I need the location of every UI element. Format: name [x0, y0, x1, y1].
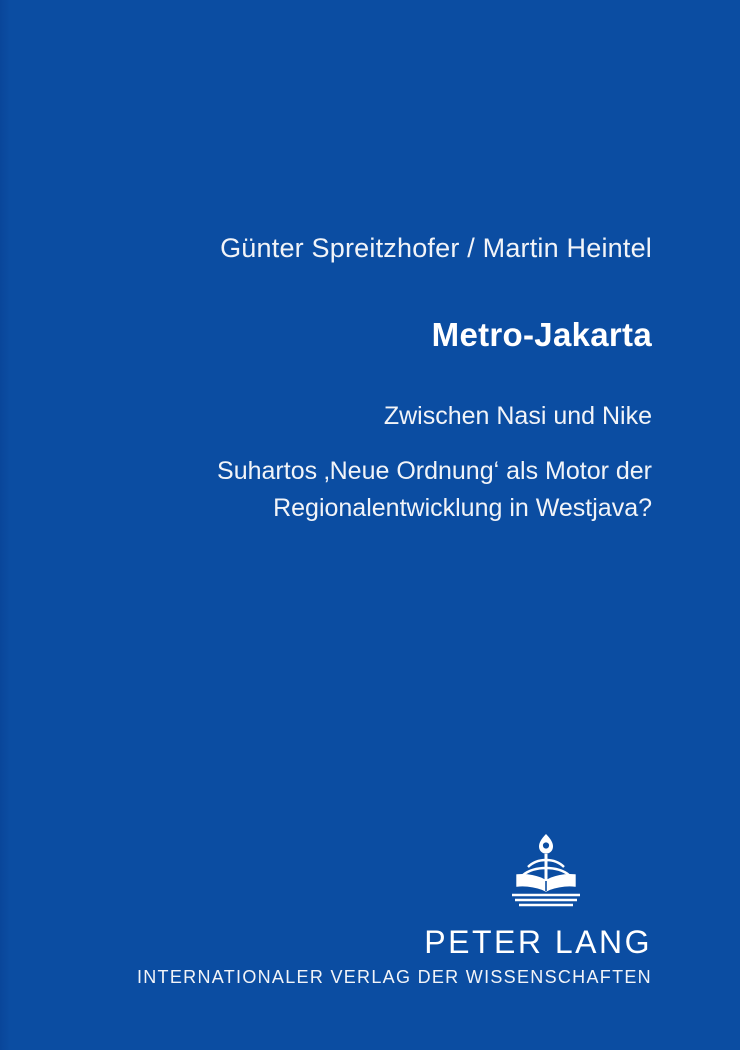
peter-lang-tree-book-logo-icon [498, 829, 594, 920]
publisher-tagline: INTERNATIONALER VERLAG DER WISSENSCHAFTEN [136, 967, 652, 987]
publisher-logo-wrap [0, 829, 652, 920]
publisher-name: PETER LANG [424, 924, 652, 960]
subtitle-secondary: Suhartos ‚Neue Ordnung‘ als Motor der Regionalentwicklung in Westjava? [217, 457, 652, 522]
cover-text-block [0, 232, 652, 526]
subtitle-primary: Zwischen Nasi und Nike [383, 402, 652, 431]
publisher-block [0, 829, 652, 988]
page-title: Metro-Jakarta [431, 316, 652, 354]
authors: Günter Spreitzhofer / Martin Heintel [220, 233, 652, 263]
